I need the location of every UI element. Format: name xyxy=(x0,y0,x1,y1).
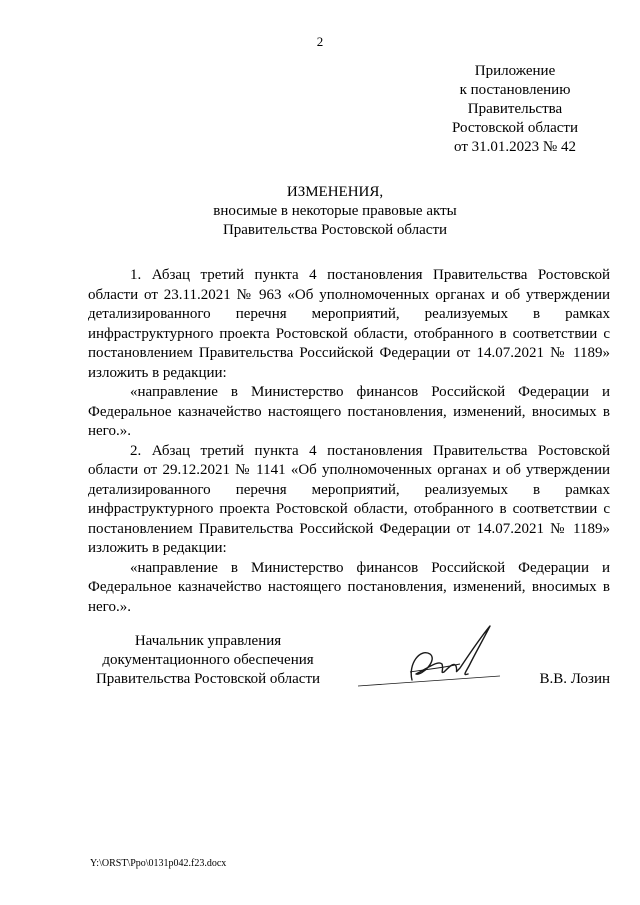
document-body xyxy=(88,266,610,617)
appendix-header xyxy=(430,62,600,157)
signature-block xyxy=(88,632,610,712)
appendix-line: Ростовской области xyxy=(452,120,578,136)
appendix-line: Приложение xyxy=(474,63,556,79)
paragraph-item-2: 2. Абзац третий пункта 4 постановления Правительства Ростовской области от 29.12.2021 № 1141 «Об уполномоченных органах и об утверждении детализированного перечня мероприятий, реализуемых в рамках инфраструктурного проекта Ростовской области, отобранного в соответствии с постановлением Правительства Российской Федерации от 14.07.2021 № 1189» изложить в редакции: xyxy=(88,442,610,556)
file-path: Y:\ORST\Ppo\0131p042.f23.docx xyxy=(90,858,227,869)
paragraph-quote-2: «направление в Министерство финансов Российской Федерации и Федеральное казначейство настоящего постановления, изменений, вносимых в него.». xyxy=(88,559,610,615)
appendix-date-number: от 31.01.2023 № 42 xyxy=(454,139,576,155)
signer-position-line: Начальник управления xyxy=(134,633,282,649)
document-title xyxy=(0,183,640,240)
signer-position-line: документационного обеспечения xyxy=(102,652,314,668)
signer-name: В.В. Лозин xyxy=(539,671,610,687)
title-subtitle: вносимые в некоторые правовые акты xyxy=(213,203,457,219)
signer-position xyxy=(88,632,328,689)
appendix-line: к постановлению xyxy=(459,82,571,98)
signer-position-line: Правительства Ростовской области xyxy=(95,671,321,687)
appendix-line: Правительства xyxy=(467,101,563,117)
paragraph-item-1: 1. Абзац третий пункта 4 постановления Правительства Ростовской области от 23.11.2021 № 963 «Об уполномоченных органах и об утверждении детализированного перечня мероприятий, реализуемых в рамках инфраструктурного проекта Ростовской области, отобранного в соответствии с постановлением Правительства Российской Федерации от 14.07.2021 № 1189» изложить в редакции: xyxy=(88,267,610,381)
title-subtitle: Правительства Ростовской области xyxy=(222,222,448,238)
page-number: 2 xyxy=(316,34,324,49)
paragraph-quote-1: «направление в Министерство финансов Российской Федерации и Федеральное казначейство настоящего постановления, изменений, вносимых в него.». xyxy=(88,384,610,439)
handwritten-signature xyxy=(350,624,500,694)
title-heading: ИЗМЕНЕНИЯ, xyxy=(286,184,384,200)
